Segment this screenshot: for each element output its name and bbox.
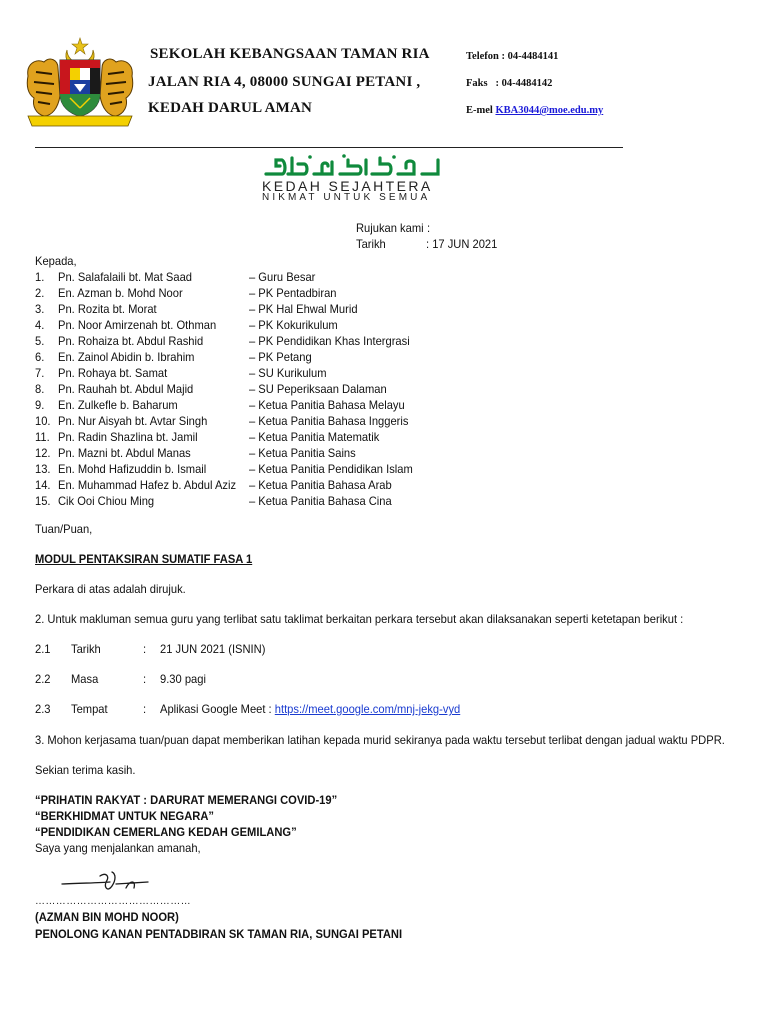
recipient-number: 1.	[35, 270, 45, 284]
detail-value-text: Aplikasi Google Meet :	[160, 702, 275, 716]
recipient-role: – SU Kurikulum	[249, 366, 327, 380]
recipient-row	[35, 302, 455, 318]
recipient-row	[35, 382, 455, 398]
motto-3: “PENDIDIKAN CEMERLANG KEDAH GEMILANG”	[35, 825, 297, 839]
closing: Sekian terima kasih.	[35, 763, 136, 777]
recipient-number: 5.	[35, 334, 45, 348]
detail-2-3	[35, 702, 635, 718]
recipient-row	[35, 494, 455, 510]
signature-icon	[60, 866, 152, 896]
coat-of-arms-icon	[22, 36, 138, 128]
recipient-number: 4.	[35, 318, 45, 332]
recipient-role: – Guru Besar	[249, 270, 316, 284]
greeting: Tuan/Puan,	[35, 522, 93, 536]
recipient-number: 12.	[35, 446, 51, 460]
detail-number: 2.1	[35, 642, 51, 656]
recipient-name: En. Zulkefle b. Baharum	[58, 398, 178, 412]
phone-number: Telefon : 04-4484141	[466, 51, 559, 62]
tarikh-label: Tarikh	[356, 237, 386, 251]
recipient-role: – Ketua Panitia Bahasa Arab	[249, 478, 392, 492]
kedah-sejahtera-logo-icon	[262, 152, 442, 180]
recipient-number: 11.	[35, 430, 50, 444]
recipient-row	[35, 398, 455, 414]
address-line-2: KEDAH DARUL AMAN	[148, 100, 313, 116]
recipient-row	[35, 414, 455, 430]
recipient-name: Pn. Rozita bt. Morat	[58, 302, 157, 316]
motto-2: “BERKHIDMAT UNTUK NEGARA”	[35, 809, 214, 823]
recipient-role: – SU Peperiksaan Dalaman	[249, 382, 387, 396]
signature-dots: ………………………………………	[35, 896, 191, 907]
recipient-number: 14.	[35, 478, 51, 492]
detail-label: Tempat	[71, 702, 108, 716]
recipient-role: – PK Hal Ehwal Murid	[249, 302, 358, 316]
recipient-row	[35, 270, 455, 286]
slogan-main: KEDAH SEJAHTERA	[262, 178, 433, 194]
recipient-number: 7.	[35, 366, 45, 380]
sign-intro: Saya yang menjalankan amanah,	[35, 841, 201, 855]
recipient-number: 9.	[35, 398, 45, 412]
recipient-name: Pn. Radin Shazlina bt. Jamil	[58, 430, 198, 444]
recipient-row	[35, 334, 455, 350]
email-line	[466, 105, 603, 116]
paragraph-2: 2. Untuk makluman semua guru yang terlibat satu taklimat berkaitan perkara tersebut akan dilaksanakan seperti ketetapan berikut :	[35, 612, 684, 626]
recipient-name: Cik Ooi Chiou Ming	[58, 494, 155, 508]
recipient-name: En. Azman b. Mohd Noor	[58, 286, 183, 300]
detail-value: 9.30 pagi	[160, 672, 206, 686]
recipient-row	[35, 318, 455, 334]
recipient-role: – Ketua Panitia Sains	[249, 446, 356, 460]
header-divider	[35, 147, 623, 148]
recipient-role: – PK Pentadbiran	[249, 286, 337, 300]
recipient-name: En. Zainol Abidin b. Ibrahim	[58, 350, 195, 364]
detail-label: Masa	[71, 672, 99, 686]
recipient-role: – Ketua Panitia Pendidikan Islam	[249, 462, 413, 476]
detail-number: 2.2	[35, 672, 51, 686]
rujukan-label: Rujukan kami	[356, 221, 424, 235]
signatory-title: PENOLONG KANAN PENTADBIRAN SK TAMAN RIA, SUNGAI PETANI	[35, 927, 403, 941]
subject-text: MODUL PENTAKSIRAN SUMATIF FASA 1	[35, 552, 253, 566]
recipient-role: – Ketua Panitia Bahasa Inggeris	[249, 414, 409, 428]
recipient-name: Pn. Salafalaili bt. Mat Saad	[58, 270, 193, 284]
recipient-role: – Ketua Panitia Bahasa Cina	[249, 494, 392, 508]
recipient-number: 15.	[35, 494, 51, 508]
recipient-role: – Ketua Panitia Matematik	[249, 430, 380, 444]
detail-value	[160, 702, 460, 716]
recipient-role: – Ketua Panitia Bahasa Melayu	[249, 398, 405, 412]
recipient-row	[35, 446, 455, 462]
recipient-row	[35, 366, 455, 382]
detail-2-1	[35, 642, 635, 658]
fax-number: Faks : 04-4484142	[466, 78, 553, 89]
google-meet-link[interactable]: https://meet.google.com/mnj-jekg-vyd	[274, 702, 461, 716]
recipient-name: Pn. Noor Amirzenah bt. Othman	[58, 318, 217, 332]
subject-title	[35, 552, 252, 566]
recipient-name: En. Muhammad Hafez b. Abdul Aziz	[58, 478, 237, 492]
detail-colon: :	[143, 702, 147, 716]
school-name: SEKOLAH KEBANGSAAN TAMAN RIA	[150, 46, 430, 62]
tarikh-value: : 17 JUN 2021	[426, 237, 498, 251]
recipient-number: 6.	[35, 350, 45, 364]
paragraph-3: 3. Mohon kerjasama tuan/puan dapat memberikan latihan kepada murid sekiranya pada waktu tersebut terlibat dengan jadual waktu PDPR.	[35, 733, 725, 747]
detail-2-2	[35, 672, 635, 688]
recipient-row	[35, 350, 455, 366]
recipient-number: 2.	[35, 286, 45, 300]
email-label: E-mel	[466, 105, 493, 116]
detail-value: 21 JUN 2021 (ISNIN)	[160, 642, 266, 656]
kepada-label: Kepada,	[35, 254, 77, 268]
rujukan-value: :	[427, 221, 431, 235]
signatory-name: (AZMAN BIN MOHD NOOR)	[35, 910, 179, 924]
recipient-name: Pn. Rohaya bt. Samat	[58, 366, 168, 380]
recipient-role: – PK Pendidikan Khas Intergrasi	[249, 334, 410, 348]
address-line-1: JALAN RIA 4, 08000 SUNGAI PETANI ,	[148, 74, 421, 90]
recipient-row	[35, 462, 455, 478]
detail-colon: :	[143, 672, 147, 686]
recipient-name: Pn. Nur Aisyah bt. Avtar Singh	[58, 414, 208, 428]
recipient-number: 10.	[35, 414, 51, 428]
slogan-sub: NIKMAT UNTUK SEMUA	[262, 192, 431, 203]
recipient-list	[35, 270, 455, 510]
recipient-role: – PK Kokurikulum	[249, 318, 338, 332]
recipient-row	[35, 430, 455, 446]
recipient-number: 3.	[35, 302, 45, 316]
email-link[interactable]: KBA3044@moe.edu.my	[495, 105, 604, 116]
recipient-name: Pn. Mazni bt. Abdul Manas	[58, 446, 191, 460]
recipient-row	[35, 286, 455, 302]
detail-number: 2.3	[35, 702, 51, 716]
detail-colon: :	[143, 642, 147, 656]
recipient-number: 13.	[35, 462, 51, 476]
recipient-number: 8.	[35, 382, 45, 396]
motto-1: “PRIHATIN RAKYAT : DARURAT MEMERANGI COVID-19”	[35, 793, 338, 807]
paragraph-1: Perkara di atas adalah dirujuk.	[35, 582, 186, 596]
recipient-name: Pn. Rohaiza bt. Abdul Rashid	[58, 334, 204, 348]
detail-label: Tarikh	[71, 642, 101, 656]
recipient-name: En. Mohd Hafizuddin b. Ismail	[58, 462, 207, 476]
recipient-row	[35, 478, 455, 494]
recipient-role: – PK Petang	[249, 350, 312, 364]
recipient-name: Pn. Rauhah bt. Abdul Majid	[58, 382, 194, 396]
